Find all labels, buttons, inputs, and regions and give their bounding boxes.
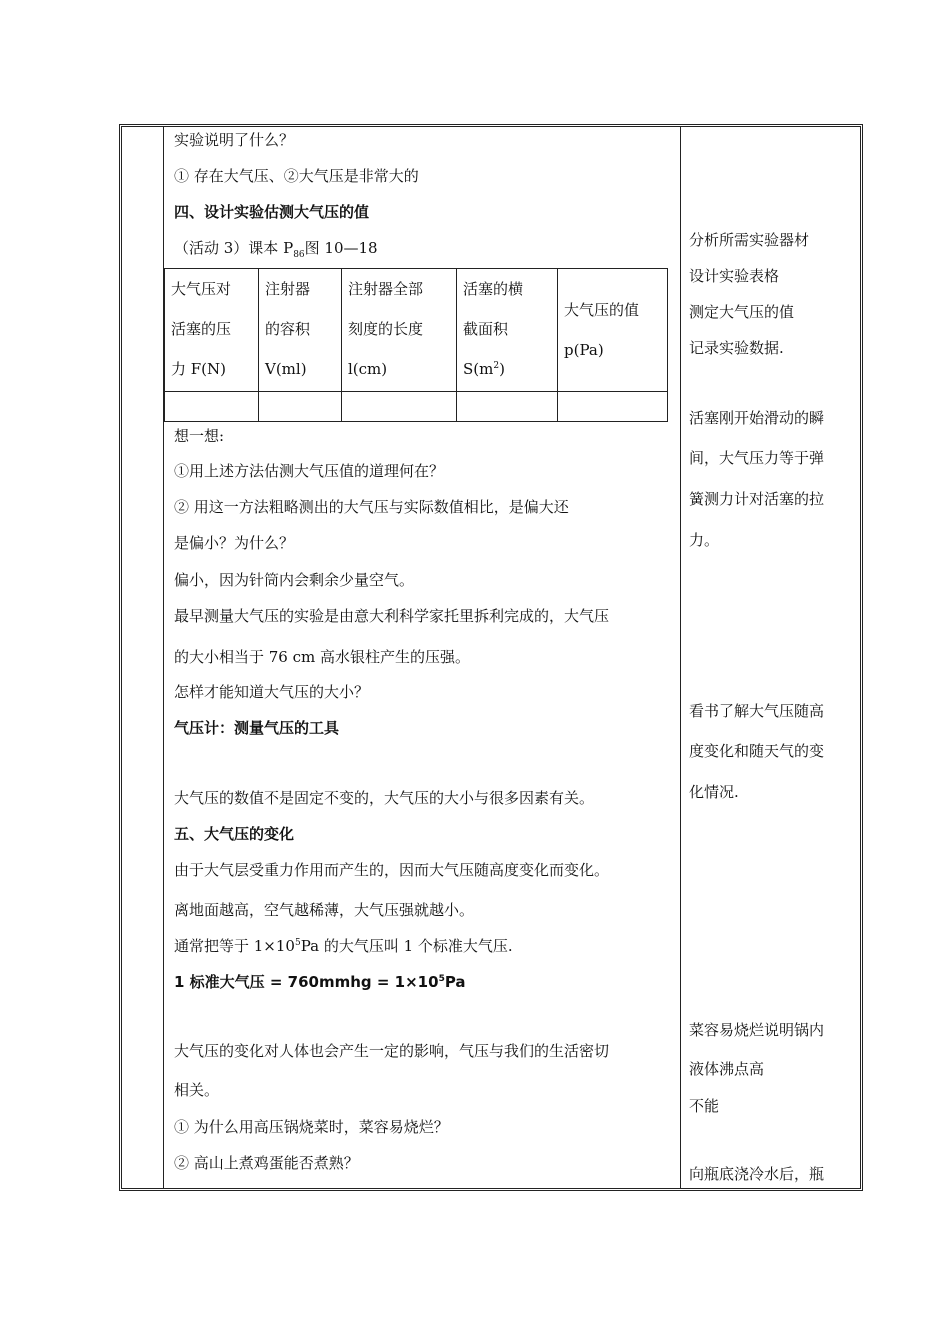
text-line: 实验说明了什么？ — [174, 131, 295, 149]
text-line: ① 为什么用高压锅烧菜时，菜容易烧烂？ — [174, 1118, 449, 1136]
section-heading-5: 五、大气压的变化 — [174, 825, 295, 843]
side-note: 力。 — [689, 531, 720, 549]
table-header-length: 注射器全部 刻度的长度 l(cm) — [342, 269, 457, 392]
section-heading-4: 四、设计实验估测大气压的值 — [174, 203, 370, 221]
side-note: 记录实验数据. — [689, 339, 784, 357]
standard-pressure-line: 1 标准大气压 = 760mmhg = $1\times 10^5Pa$ — [174, 973, 466, 991]
table-header-area: 活塞的横 截面积 $S(m^2)$ — [457, 269, 558, 392]
text-line: 由于大气层受重力作用而产生的，因而大气压随高度变化而变化。 — [174, 861, 610, 879]
activity-line: （活动 3）课本 $P_{86}$图 10—18 — [174, 239, 378, 260]
table-cell-empty[interactable] — [165, 392, 259, 422]
table-header-pressure: 大气压的值 p(Pa) — [558, 269, 668, 392]
side-note: 度变化和随天气的变 — [689, 742, 825, 760]
side-note: 不能 — [689, 1097, 720, 1115]
text-line: ①用上述方法估测大气压值的道理何在？ — [174, 462, 445, 480]
side-note: 分析所需实验器材 — [689, 231, 810, 249]
experiment-table — [164, 268, 668, 422]
table-cell-empty[interactable] — [457, 392, 558, 422]
side-note: 看书了解大气压随高 — [689, 702, 825, 720]
text-line: ② 高山上煮鸡蛋能否煮熟？ — [174, 1154, 359, 1172]
side-note: 活塞刚开始滑动的瞬 — [689, 409, 825, 427]
side-note: 液体沸点高 — [689, 1060, 765, 1078]
text-line: 最早测量大气压的实验是由意大利科学家托里拆利完成的，大气压 — [174, 607, 610, 625]
side-note: 间，大气压力等于弹 — [689, 449, 825, 467]
text-line: 想一想: — [174, 427, 225, 445]
text-line: 的大小相当于 76 cm 高水银柱产生的压强。 — [174, 648, 471, 666]
table-cell-empty[interactable] — [558, 392, 668, 422]
table-header-volume: 注射器 的容积 V(ml) — [259, 269, 342, 392]
table-cell-empty[interactable] — [259, 392, 342, 422]
side-note: 化情况. — [689, 783, 739, 801]
text-line: 是偏小？为什么？ — [174, 534, 295, 552]
side-note: 设计实验表格 — [689, 267, 780, 285]
text-line: 相关。 — [174, 1081, 220, 1099]
text-line: 怎样才能知道大气压的大小？ — [174, 683, 370, 701]
side-note: 菜容易烧烂说明锅内 — [689, 1021, 825, 1039]
text-line: 大气压的数值不是固定不变的，大气压的大小与很多因素有关。 — [174, 789, 595, 807]
side-note: 测定大气压的值 — [689, 303, 795, 321]
text-line: 大气压的变化对人体也会产生一定的影响，气压与我们的生活密切 — [174, 1042, 610, 1060]
text-line: ② 用这一方法粗略测出的大气压与实际数值相比，是偏大还 — [174, 498, 569, 516]
text-line: 离地面越高，空气越稀薄，大气压强就越小。 — [174, 901, 475, 919]
table-cell-empty[interactable] — [342, 392, 457, 422]
text-line: 偏小，因为针筒内会剩余少量空气。 — [174, 571, 415, 589]
text-line: 通常把等于 $1\times 10^5Pa$ 的大气压叫 1 个标准大气压. — [174, 937, 513, 955]
column-divider-right — [680, 127, 681, 1188]
barometer-heading: 气压计：测量气压的工具 — [174, 719, 340, 737]
side-note: 簧测力计对活塞的拉 — [689, 490, 825, 508]
table-header-force: 大气压对 活塞的压 力 F(N) — [165, 269, 259, 392]
text-line: ① 存在大气压、②大气压是非常大的 — [174, 167, 419, 185]
side-note: 向瓶底浇冷水后，瓶 — [689, 1165, 825, 1183]
